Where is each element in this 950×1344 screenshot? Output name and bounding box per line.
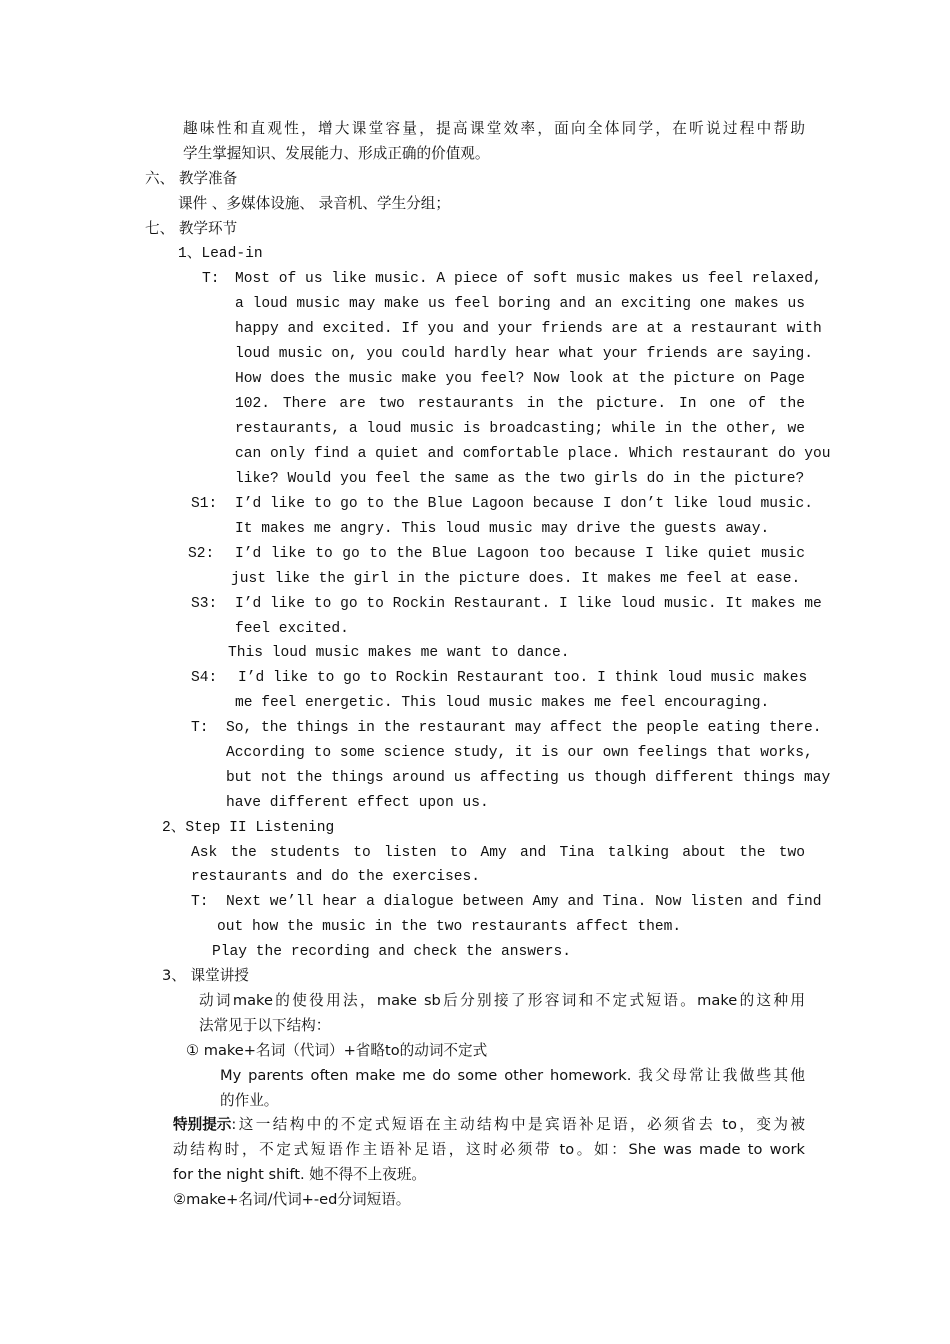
- dialogue-line: This loud music makes me want to dance.: [228, 645, 570, 661]
- note-label: 特别提示: [173, 1116, 232, 1133]
- speaker-label: T:: [191, 894, 209, 910]
- speaker-label: S2:: [188, 546, 215, 562]
- section-heading-6: 六、 教学准备: [145, 170, 238, 187]
- speaker-label: S3:: [191, 596, 218, 612]
- list-item: ① make+名词（代词）+省略to的动词不定式: [186, 1042, 488, 1059]
- dialogue-line: I’d like to go to Rockin Restaurant. I like loud music. It makes me: [235, 596, 822, 612]
- dialogue-line: Next we’ll hear a dialogue between Amy and Tina. Now listen and find: [226, 894, 822, 910]
- paragraph-line: 动词make的使役用法，make sb后分别接了形容词和不定式短语。make的这种用: [199, 992, 805, 1009]
- dialogue-line: have different effect upon us.: [226, 795, 489, 811]
- dialogue-line: like? Would you feel the same as the two girls do in the picture?: [235, 471, 805, 487]
- note-line: [173, 1115, 805, 1135]
- section-heading-7: 七、 教学环节: [145, 220, 238, 237]
- dialogue-line: 102. There are two restaurants in the picture. In one of the: [235, 396, 805, 412]
- example-line: 的作业。: [220, 1092, 279, 1109]
- paragraph-line: 法常见于以下结构：: [199, 1017, 331, 1034]
- speaker-label: T:: [191, 720, 209, 736]
- list-item: ②make+名词/代词+-ed分词短语。: [173, 1191, 411, 1208]
- intro-line: 学生掌握知识、发展能力、形成正确的价值观。: [183, 145, 490, 162]
- step3-title: 3、 课堂讲授: [162, 967, 249, 984]
- dialogue-line: According to some science study, it is our own feelings that works,: [226, 745, 813, 761]
- paragraph-line: Play the recording and check the answers.: [212, 944, 572, 960]
- section-6-content: 课件 、多媒体设施、 录音机、学生分组；: [178, 195, 450, 212]
- example-line: My parents often make me do some other homework. 我父母常让我做些其他: [220, 1067, 805, 1084]
- dialogue-line: I’d like to go to the Blue Lagoon because I don’t like loud music.: [235, 496, 814, 512]
- note-line: for the night shift. 她不得不上夜班。: [173, 1166, 427, 1183]
- dialogue-line: just like the girl in the picture does. It makes me feel at ease.: [231, 571, 801, 587]
- speaker-label: S1:: [191, 496, 218, 512]
- dialogue-line: So, the things in the restaurant may affect the people eating there.: [226, 720, 822, 736]
- dialogue-line: me feel energetic. This loud music makes me feel encouraging.: [235, 695, 770, 711]
- dialogue-line: I’d like to go to Rockin Restaurant too. I think loud music makes: [238, 670, 808, 686]
- step1-title: 1、Lead-in: [178, 246, 263, 262]
- dialogue-line: How does the music make you feel? Now look at the picture on Page: [235, 371, 805, 387]
- dialogue-line: I’d like to go to the Blue Lagoon too because I like quiet music: [235, 546, 805, 562]
- paragraph-line: restaurants and do the exercises.: [191, 869, 481, 885]
- dialogue-line: Most of us like music. A piece of soft music makes us feel relaxed,: [235, 271, 822, 287]
- dialogue-line: but not the things around us affecting us though different things may: [226, 770, 831, 786]
- intro-line: 趣味性和直观性，增大课堂容量，提高课堂效率，面向全体同学，在听说过程中帮助: [183, 120, 805, 137]
- dialogue-line: feel excited.: [235, 621, 349, 637]
- dialogue-line: happy and excited. If you and your friends are at a restaurant with: [235, 321, 822, 337]
- dialogue-line: restaurants, a loud music is broadcasting; while in the other, we: [235, 421, 805, 437]
- note-line: 动结构时，不定式短语作主语补足语，这时必须带 to。如：She was made to work: [173, 1141, 805, 1158]
- dialogue-line: can only find a quiet and comfortable place. Which restaurant do you: [235, 446, 831, 462]
- dialogue-line: It makes me angry. This loud music may drive the guests away.: [235, 521, 770, 537]
- dialogue-line: out how the music in the two restaurants affect them.: [217, 919, 682, 935]
- note-text: :这一结构中的不定式短语在主动结构中是宾语补足语，必须省去 to，变为被: [231, 1116, 805, 1133]
- speaker-label: T:: [202, 271, 220, 287]
- dialogue-line: a loud music may make us feel boring and an exciting one makes us: [235, 296, 805, 312]
- step2-title: 2、Step II Listening: [162, 820, 335, 836]
- speaker-label: S4:: [191, 670, 218, 686]
- paragraph-line: Ask the students to listen to Amy and Tina talking about the two: [191, 845, 805, 861]
- dialogue-line: loud music on, you could hardly hear what your friends are saying.: [235, 346, 814, 362]
